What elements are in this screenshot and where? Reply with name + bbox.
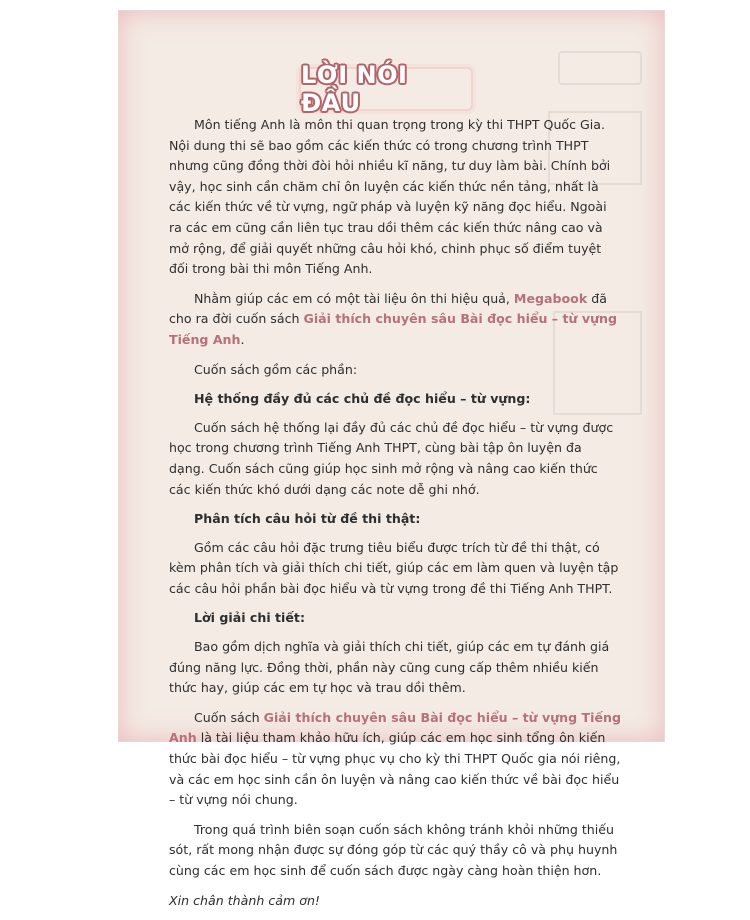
preface-body — [169, 115, 621, 920]
brand-name: Megabook — [513, 290, 588, 306]
paragraph-summary: Cuốn sách Giải thích chuyên sâu Bài đọc hiểu – từ vựng Tiếng Anh là tài liệu tham khảo hữu ích, giúp các em học sinh tổng ôn kiến thức bài đọc hiểu – từ vựng phục vụ cho kỳ thi THPT Quốc gia nói riêng, và các em học sinh cần ôn luyện và nâng cao kiến thức về bài đọc hiểu – từ vựng nói chung. — [169, 709, 621, 808]
heading-analysis: Phân tích câu hỏi từ đề thi thật: — [194, 511, 421, 527]
page-title: LỜI NÓI ĐẦU — [301, 61, 408, 117]
paragraph-feedback: Trong quá trình biên soạn cuốn sách không tránh khỏi những thiếu sót, rất mong nhận được sự đóng góp từ các quý thầy cô và phụ huynh cùng các em học sinh để cuốn sách được ngày càng hoàn thiện hơn. — [169, 821, 618, 878]
paragraph-solutions: Bao gồm dịch nghĩa và giải thích chi tiết, giúp các em tự đánh giá đúng năng lực. Đồng thời, phần này cũng cung cấp thêm nhiều kiến thức hay, giúp các em tự học và trau dồi thêm. — [169, 639, 610, 696]
paragraph-analysis: Gồm các câu hỏi đặc trưng tiêu biểu được trích từ đề thi thật, có kèm phân tích và giải thích chi tiết, giúp các em làm quen và luyện tập các câu hỏi phần bài đọc hiểu và từ vựng trong đề thi Tiếng Anh THPT. — [169, 539, 619, 596]
book-title: Giải thích chuyên sâu Bài đọc hiểu – từ vựng Tiếng Anh — [169, 311, 618, 347]
heading-solutions: Lời giải chi tiết: — [194, 610, 305, 626]
paragraph-parts-intro: Cuốn sách gồm các phần: — [194, 361, 358, 377]
paragraph-purpose: Nhằm giúp các em có một tài liệu ôn thi hiệu quả, Megabook đã cho ra đời cuốn sách Giải thích chuyên sâu Bài đọc hiểu – từ vựng Tiếng Anh. — [169, 290, 618, 347]
heading-topics: Hệ thống đầy đủ các chủ đề đọc hiểu – từ vựng: — [194, 391, 531, 407]
paragraph-intro: Môn tiếng Anh là môn thi quan trọng trong kỳ thi THPT Quốc Gia. Nội dung thi sẽ bao gồm các kiến thức có trong chương trình THPT nhưng cũng đồng thời đòi hỏi nhiều kĩ năng, tư duy làm bài. Chính bởi vậy, học sinh cần chăm chỉ ôn luyện các kiến thức nền tảng, nhất là các kiến thức về từ vựng, ngữ pháp và luyện kỹ năng đọc hiểu. Ngoài ra các em cũng cần liên tục trau dồi thêm các kiến thức nâng cao và mở rộng, để giải quyết những câu hỏi khó, chinh phục số điểm tuyệt đối trong bài thi môn Tiếng Anh. — [169, 117, 611, 277]
closing-thanks: Xin chân thành cảm ơn! — [169, 892, 320, 908]
title-banner — [299, 61, 473, 117]
paragraph-topics: Cuốn sách hệ thống lại đầy đủ các chủ đề đọc hiểu – từ vựng được học trong chương trình Tiếng Anh THPT, cùng bài tập ôn luyện đa dạng. Cuốn sách cũng giúp học sinh mở rộng và nâng cao kiến thức các kiến thức khó dưới dạng các note dễ ghi nhớ. — [169, 419, 614, 497]
book-title-repeat: Giải thích chuyên sâu Bài đọc hiểu – từ vựng Tiếng Anh — [169, 709, 621, 746]
book-page — [118, 10, 665, 908]
